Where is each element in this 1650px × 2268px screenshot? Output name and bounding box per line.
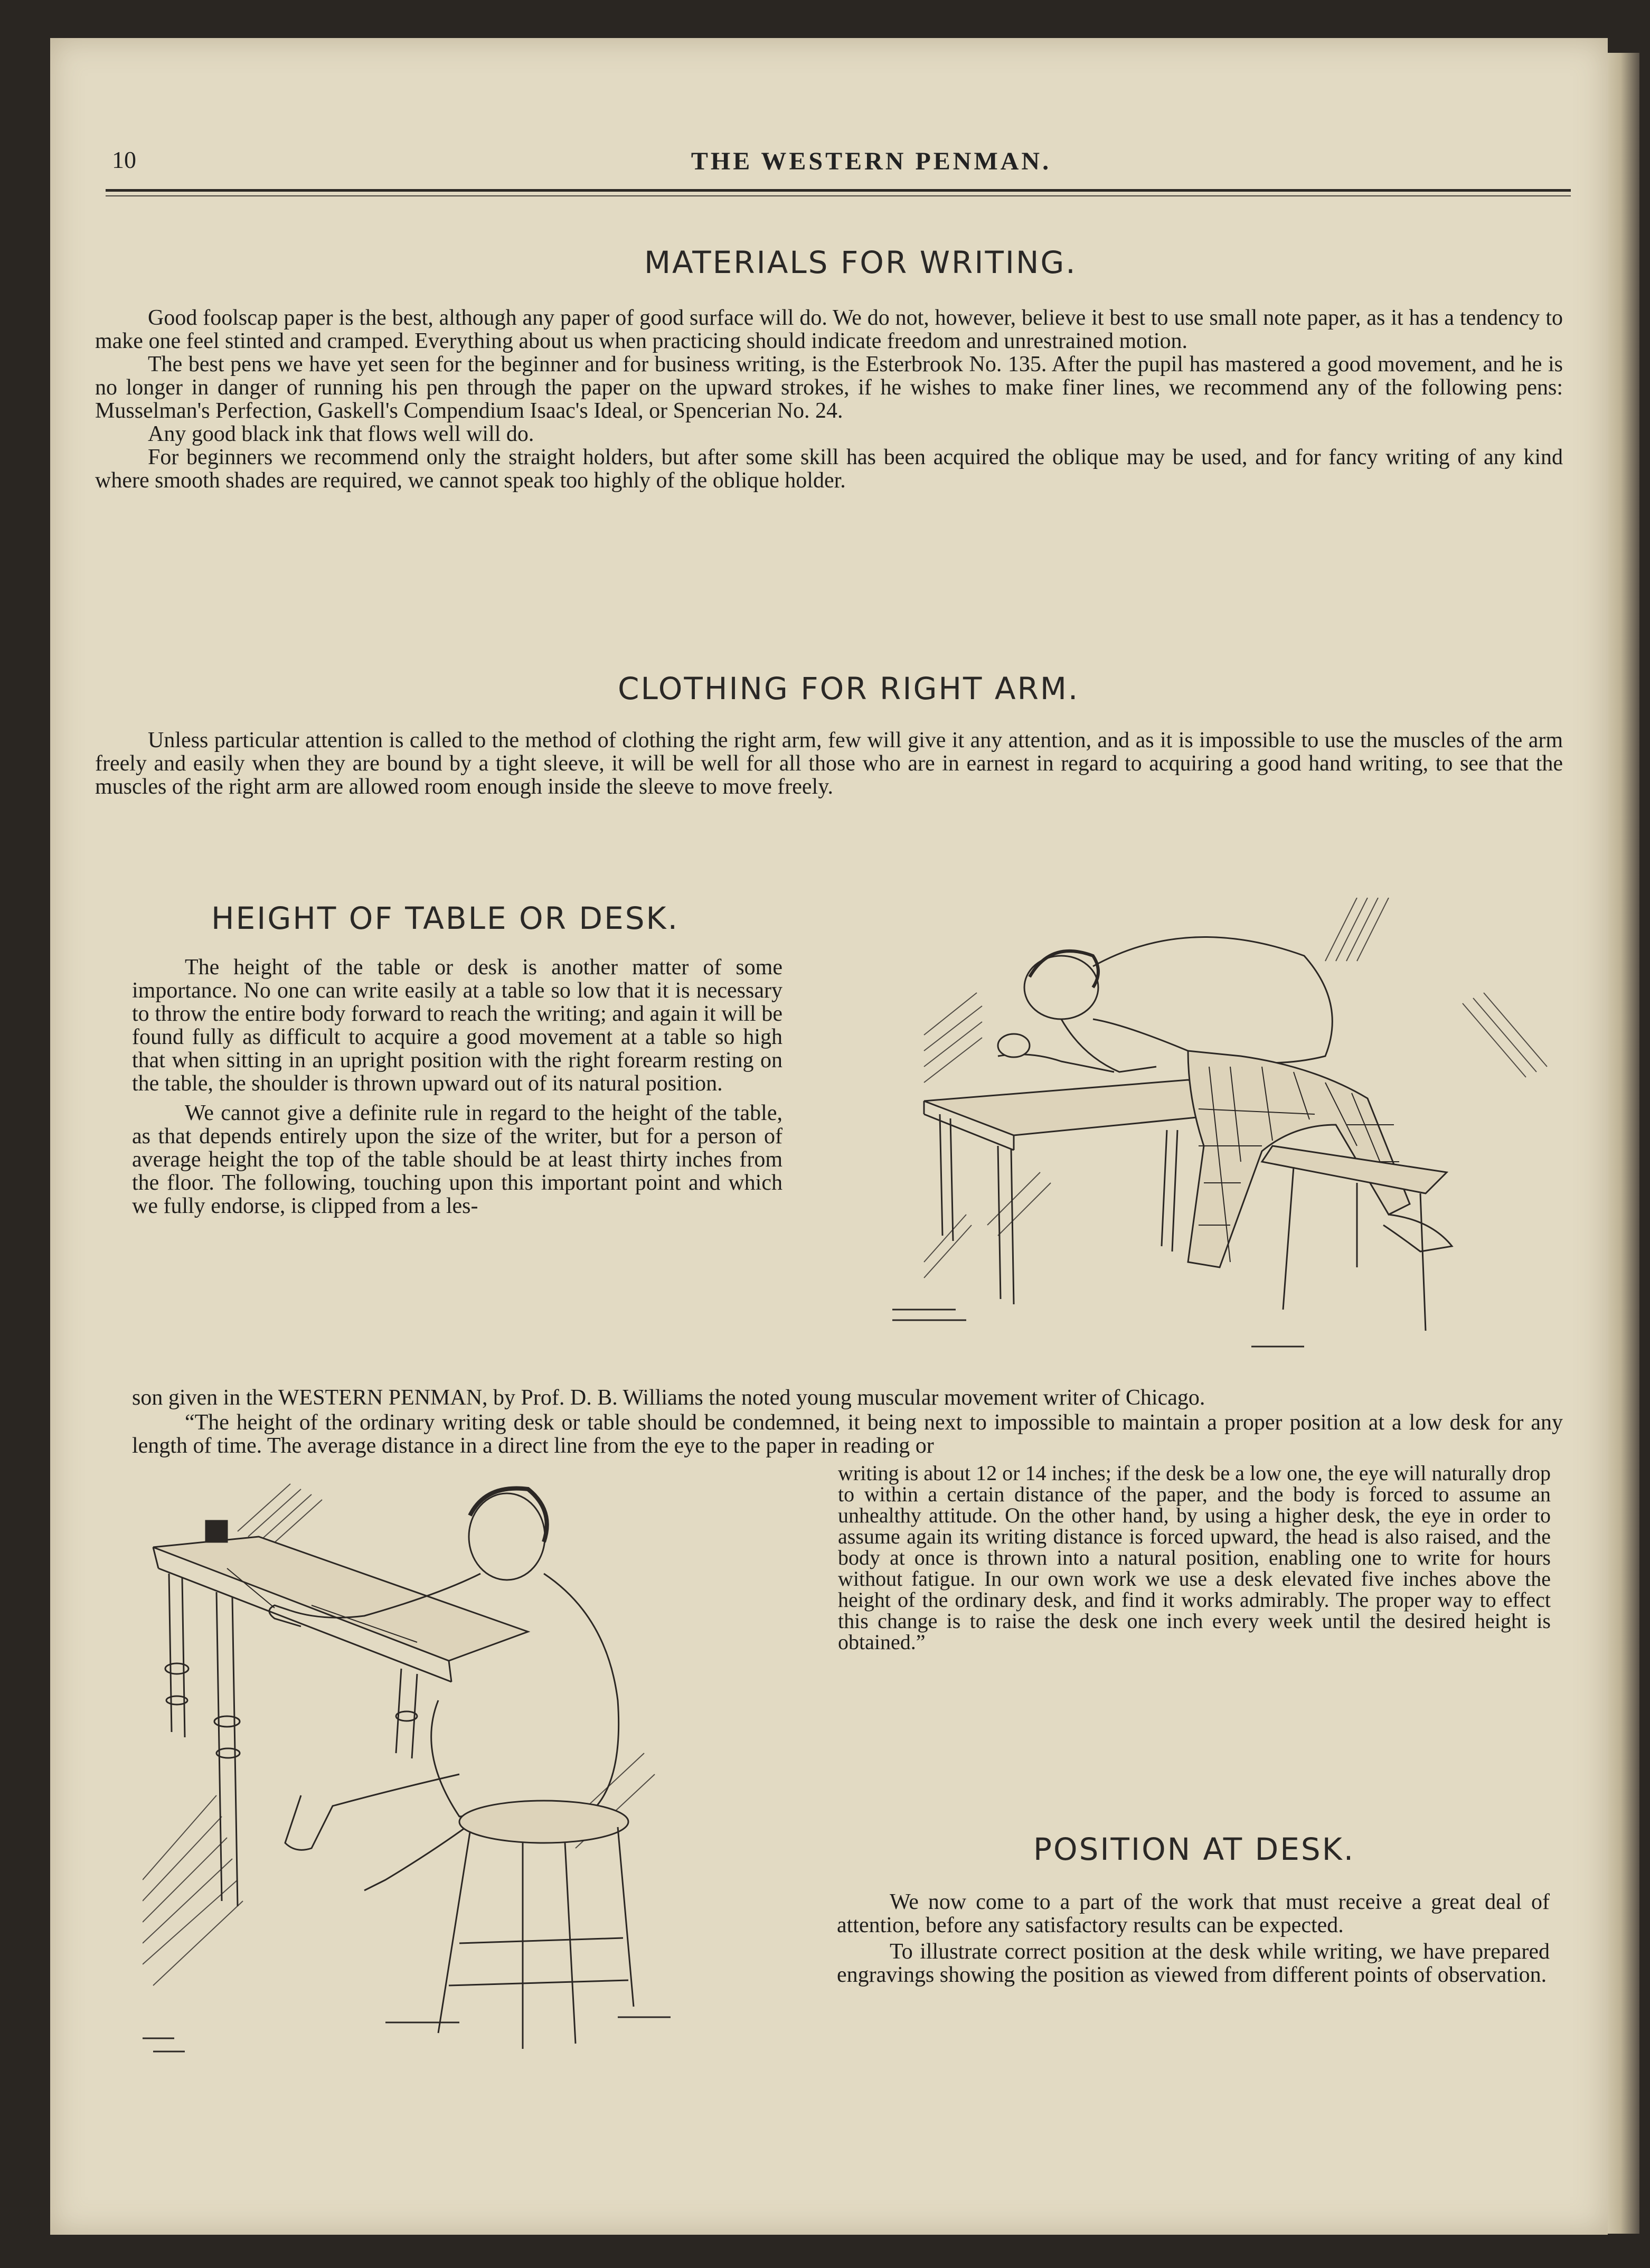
heading-materials: MATERIALS FOR WRITING. bbox=[644, 244, 1077, 280]
paragraph: Any good black ink that flows well will do. bbox=[148, 422, 534, 446]
quote-rest bbox=[838, 1463, 1551, 1653]
heading-height: HEIGHT OF TABLE OR DESK. bbox=[211, 900, 680, 936]
paragraph: writing is about 12 or 14 inches; if the desk be a low one, the eye will naturally drop to within a certain distance of the paper, and the body is forced to assume an unhealthy attitude. On the other hand, by using a higher desk, the eye in order to assume again its writing distance is forced upward, the head is also raised, and the body at once is thrown into a natural position, enabling one to write for hours without fatigue. In our own work we use a desk elevated five inches above the height of the ordinary desk, and find it works admirably. The proper way to effect this change is to raise the desk one inch every week until the desired height is obtained.” bbox=[838, 1461, 1551, 1654]
paragraph: We now come to a part of the work that must receive a great deal of attention, before any satisfactory results can be expected. bbox=[837, 1890, 1550, 1937]
paragraph: The height of the table or desk is another matter of some importance. No one can write easily at a table so low that it is necessary to throw the entire body forward to reach the writing; and again it will be found fully as difficult to acquire a good movement at a table so high that when sitting in an upright position with the right forearm resting on the table, the shoulder is thrown upward out of its natural position. bbox=[132, 955, 782, 1096]
header-rule bbox=[106, 189, 1571, 192]
paragraph: To illustrate correct position at the desk while writing, we have prepared engravings showing the position as viewed from different points of observation. bbox=[837, 1940, 1550, 1987]
quote-start bbox=[132, 1411, 1563, 1457]
heading-position: POSITION AT DESK. bbox=[1033, 1831, 1355, 1867]
paragraph: Unless particular attention is called to the method of clothing the right arm, few will give it any attention, and as it is impossible to use the muscles of the arm freely and easily when they are bound by a tight sleeve, it will be well for all those who are in earnest in regard to acquiring a good hand writing, to see that the muscles of the right arm are allowed room enough inside the sleeve to move freely. bbox=[95, 728, 1563, 799]
paragraph: For beginners we recommend only the straight holders, but after some skill has been acquired the oblique may be used, and for fancy writing of any kind where smooth shades are required, we cannot speak too highly of the oblique holder. bbox=[95, 445, 1563, 493]
clothing-section bbox=[95, 729, 1563, 798]
low-desk-illustration bbox=[892, 898, 1579, 1384]
paragraph: son given in the WESTERN PENMAN, by Prof. D. B. Williams the noted young muscular movement writer of Chicago. bbox=[132, 1386, 1205, 1410]
page-edge bbox=[1608, 53, 1639, 2234]
page-number: 10 bbox=[112, 146, 136, 173]
heading-clothing: CLOTHING FOR RIGHT ARM. bbox=[618, 671, 1080, 707]
paragraph: Good foolscap paper is the best, although any paper of good surface will do. We do not, however, believe it best to use small note paper, as it has a tendency to make one feel stinted and cramped. Everything about us when practicing should indicate freedom and unrestrained motion. bbox=[95, 306, 1563, 353]
position-section bbox=[837, 1890, 1550, 1987]
paragraph: We cannot give a definite rule in regard to the height of the table, as that depends entirely upon the size of the writer, but for a person of average height the top of the table should be at least thirty inches from the floor. The following, touching upon this important point and which we fully endorse, is clipped from a les- bbox=[132, 1101, 782, 1218]
paragraph: “The height of the ordinary writing desk or table should be condemned, it being next to impossible to maintain a proper position at a low desk for any length of time. The average distance in a direct line from the eye to the paper in reading or bbox=[132, 1410, 1563, 1458]
page-header bbox=[106, 143, 1573, 185]
paragraph: The best pens we have yet seen for the beginner and for business writing, is the Esterbrook No. 135. After the pupil has mastered a good movement, and he is no longer in danger of running his pen through the paper on the upward strokes, if he wishes to make finer lines, we recommend any of the following pens: Musselman's Perfection, Gaskell's Compendium Isaac's Ideal, or Spencerian No. 24. bbox=[95, 352, 1563, 423]
running-head: THE WESTERN PENMAN. bbox=[691, 147, 1052, 175]
height-continuation bbox=[132, 1386, 1563, 1409]
materials-section bbox=[95, 306, 1563, 492]
height-section bbox=[132, 956, 782, 1218]
header-rule-thin bbox=[106, 195, 1571, 196]
proper-desk-illustration bbox=[143, 1479, 818, 2065]
